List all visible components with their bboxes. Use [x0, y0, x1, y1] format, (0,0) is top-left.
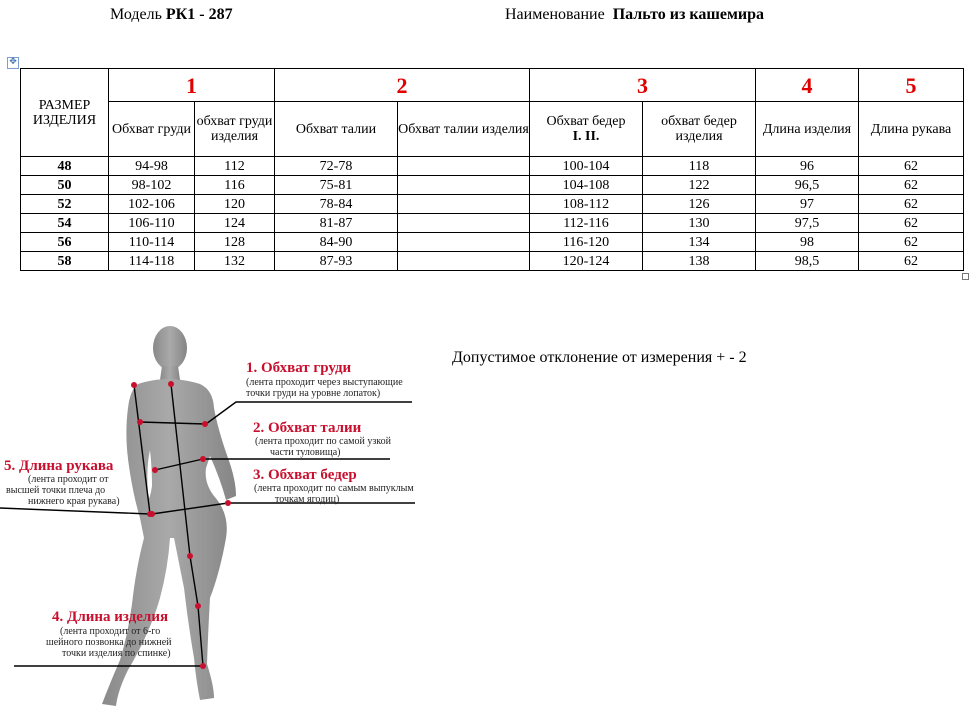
table-cell: 84-90 — [275, 233, 398, 252]
table-cell: 114-118 — [109, 252, 195, 271]
label-length-line: точки изделия по спинке) — [62, 648, 171, 659]
table-cell: 62 — [859, 233, 964, 252]
table-cell — [398, 233, 530, 252]
table-cell: 97 — [756, 195, 859, 214]
size-cell: 56 — [21, 233, 109, 252]
table-row — [21, 233, 964, 252]
table-cell: 120-124 — [530, 252, 643, 271]
size-cell: 54 — [21, 214, 109, 233]
column-header: Обхват талии изделия — [398, 102, 530, 157]
column-header-row — [21, 102, 964, 157]
table-cell: 97,5 — [756, 214, 859, 233]
label-sleeve-line: нижнего края рукава) — [28, 496, 120, 507]
label-sleeve-line: высшей точки плеча до — [6, 485, 106, 496]
table-cell — [398, 157, 530, 176]
model-value: РК1 - 287 — [165, 6, 233, 23]
table-cell: 62 — [859, 252, 964, 271]
table-row — [21, 252, 964, 271]
table-row — [21, 157, 964, 176]
label-waist-line: (лента проходит по самой узкой — [255, 436, 391, 447]
table-cell: 106-110 — [109, 214, 195, 233]
label-hips-line: точкам ягодиц) — [275, 494, 340, 505]
table-row — [21, 195, 964, 214]
table-cell: 98 — [756, 233, 859, 252]
table-cell: 78-84 — [275, 195, 398, 214]
label-waist-title: 2. Обхват талии — [253, 420, 362, 436]
table-cell: 98-102 — [109, 176, 195, 195]
size-cell: 50 — [21, 176, 109, 195]
label-hips — [253, 467, 414, 505]
model-label: Модель — [110, 6, 162, 23]
table-cell: 128 — [195, 233, 275, 252]
measurement-figure — [0, 318, 440, 717]
name-value: Пальто из кашемира — [612, 6, 764, 23]
table-cell: 87-93 — [275, 252, 398, 271]
product-name-header — [505, 6, 764, 24]
column-header: Обхват талии — [275, 102, 398, 157]
table-cell — [398, 252, 530, 271]
column-header: Длина изделия — [756, 102, 859, 157]
group-number-row — [21, 69, 964, 102]
group-number-2: 2 — [275, 69, 530, 102]
table-cell: 75-81 — [275, 176, 398, 195]
group-number-4: 4 — [756, 69, 859, 102]
sleeve-leader — [0, 508, 150, 514]
size-cell: 52 — [21, 195, 109, 214]
table-cell: 116-120 — [530, 233, 643, 252]
group-number-3: 3 — [530, 69, 756, 102]
table-move-handle-icon[interactable]: ✥ — [7, 57, 19, 69]
label-hips-line: (лента проходит по самым выпуклым — [254, 483, 414, 494]
label-sleeve-title: 5. Длина рукава — [4, 458, 114, 474]
column-header: обхват бедер изделия — [643, 102, 756, 157]
column-header: Длина рукава — [859, 102, 964, 157]
table-cell: 112 — [195, 157, 275, 176]
size-header: РАЗМЕР ИЗДЕЛИЯ — [21, 69, 109, 157]
name-label: Наименование — [505, 6, 605, 23]
table-cell: 110-114 — [109, 233, 195, 252]
table-cell: 126 — [643, 195, 756, 214]
label-waist — [253, 420, 392, 458]
table-cell: 130 — [643, 214, 756, 233]
label-length-line: (лента проходит от 6-го — [60, 626, 161, 637]
group-number-5: 5 — [859, 69, 964, 102]
group-number-1: 1 — [109, 69, 275, 102]
model-header — [110, 6, 233, 24]
table-row — [21, 214, 964, 233]
label-length — [46, 609, 172, 659]
column-header: Обхват груди — [109, 102, 195, 157]
table-cell: 94-98 — [109, 157, 195, 176]
table-cell: 62 — [859, 176, 964, 195]
table-cell: 98,5 — [756, 252, 859, 271]
table-cell: 100-104 — [530, 157, 643, 176]
table-cell: 62 — [859, 195, 964, 214]
label-chest — [246, 360, 403, 399]
table-cell: 138 — [643, 252, 756, 271]
table-cell: 81-87 — [275, 214, 398, 233]
label-sleeve-line: (лента проходит от — [28, 474, 109, 485]
size-table — [20, 68, 964, 271]
table-resize-handle[interactable] — [962, 273, 969, 280]
label-length-line: шейного позвонка до нижней — [46, 637, 172, 648]
table-cell: 116 — [195, 176, 275, 195]
size-cell: 48 — [21, 157, 109, 176]
table-cell: 62 — [859, 157, 964, 176]
label-waist-line: части туловища) — [270, 447, 341, 458]
table-cell: 122 — [643, 176, 756, 195]
table-cell: 134 — [643, 233, 756, 252]
table-cell: 96,5 — [756, 176, 859, 195]
tolerance-note: Допустимое отклонение от измерения + - 2 — [452, 349, 747, 366]
column-header: обхват груди изделия — [195, 102, 275, 157]
label-chest-line: точки груди на уровне лопаток) — [246, 388, 381, 399]
label-chest-title: 1. Обхват груди — [246, 360, 352, 376]
table-cell: 118 — [643, 157, 756, 176]
table-cell: 112-116 — [530, 214, 643, 233]
label-sleeve — [4, 458, 120, 507]
size-cell: 58 — [21, 252, 109, 271]
table-cell: 72-78 — [275, 157, 398, 176]
table-cell: 124 — [195, 214, 275, 233]
hip-suffix: I. II. — [572, 129, 600, 144]
table-cell: 108-112 — [530, 195, 643, 214]
table-cell: 132 — [195, 252, 275, 271]
table-cell — [398, 195, 530, 214]
column-header-hip — [530, 102, 643, 157]
table-cell: 104-108 — [530, 176, 643, 195]
table-cell: 96 — [756, 157, 859, 176]
table-cell: 102-106 — [109, 195, 195, 214]
label-hips-title: 3. Обхват бедер — [253, 467, 357, 483]
label-length-title: 4. Длина изделия — [52, 609, 169, 625]
table-cell — [398, 176, 530, 195]
label-chest-line: (лента проходит через выступающие — [246, 377, 403, 388]
table-cell: 120 — [195, 195, 275, 214]
table-row — [21, 176, 964, 195]
table-cell: 62 — [859, 214, 964, 233]
column-header: Обхват бедер — [546, 114, 626, 129]
table-cell — [398, 214, 530, 233]
